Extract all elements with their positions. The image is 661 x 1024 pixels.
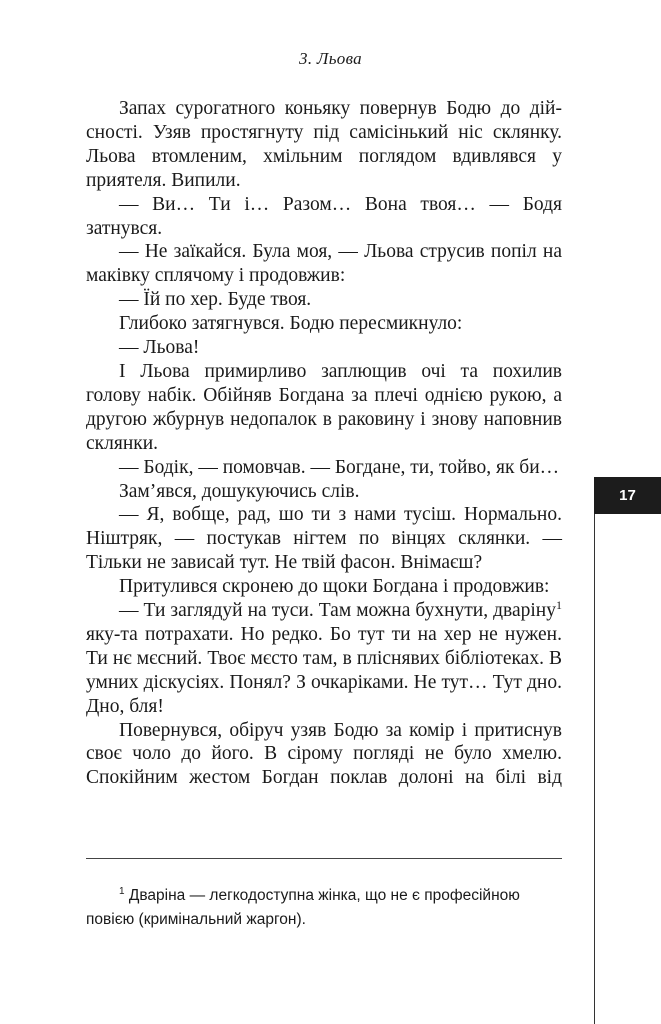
- page-edge-line: [594, 514, 595, 1024]
- paragraph: Глибоко затягнувся. Бодю пересмикнуло:: [119, 313, 463, 335]
- paragraph: — Льова!: [119, 337, 200, 359]
- paragraph: Зам’явся, дошукуючись слів.: [119, 480, 360, 502]
- paragraph: Запах сурогатного коньяку повернув Бодю до дійсності. Узяв простягнуту під самісінький ніс склянку. Льова втомленим, хмільним поглядом вдивлявся у приятеля. Випили.: [86, 98, 562, 191]
- paragraph: — Бодік, — помовчав. — Богдане, ти, тойво, як би…: [119, 456, 560, 478]
- footnote-marker: 1: [119, 886, 125, 897]
- footnote-reference[interactable]: 1: [556, 598, 562, 613]
- paragraph-text-after: яку-та потрахати. Но редко. Бо тут ти на хер не нужен. Ти нє мєсний. Твоє мєсто там, в пліснявих бібліотеках. В умних діскусіях. Понял? З очкаріками. Не тут… Тут дно. Дно, бля!: [86, 623, 562, 717]
- paragraph: — Їй по хер. Буде твоя.: [119, 289, 312, 311]
- paragraph: — Я, вобще, рад, шо ти з нами тусіш. Нормально. Ніштряк, — постукав нігтем по вінцях склянки. — Тільки не зависай тут. Не твій фасон. Внімаєш?: [86, 504, 562, 574]
- body-text: [86, 97, 562, 790]
- paragraph-with-footnote-ref: [86, 599, 562, 719]
- footnote: [86, 884, 562, 932]
- footnote-separator: [86, 858, 562, 859]
- paragraph-text-before: — Ти заглядуй на туси. Там можна бухнути, дваріну: [119, 600, 556, 622]
- page-number-tab: [594, 477, 661, 514]
- paragraph: — Ви… Ти і… Разом… Вона твоя… — Бодя затнувся.: [86, 193, 562, 239]
- paragraph: — Не заїкайся. Була моя, — Льова струсив попіл на маківку сплячому і продовжив:: [86, 241, 562, 287]
- paragraph: І Льова примирливо заплющив очі та похилив голову набік. Обійняв Богдана за плечі однією рукою, а другою жбурнув недопалок в раковину і знову наповнив склянки.: [86, 360, 562, 454]
- running-head: 3. Льова: [299, 49, 362, 68]
- paragraph: Повернувся, обіруч узяв Бодю за комір і притиснув своє чоло до його. В сірому погляді не було хмелю. Спокійним жестом Богдан поклав долоні на білі від: [86, 719, 562, 789]
- footnote-text: Дваріна — легкодоступна жінка, що не є професійною повією (кримінальний жаргон).: [86, 887, 520, 928]
- paragraph: Притулився скронею до щоки Богдана і продовжив:: [119, 576, 550, 598]
- footnote-body: [86, 884, 562, 932]
- page-number: 17: [619, 487, 636, 504]
